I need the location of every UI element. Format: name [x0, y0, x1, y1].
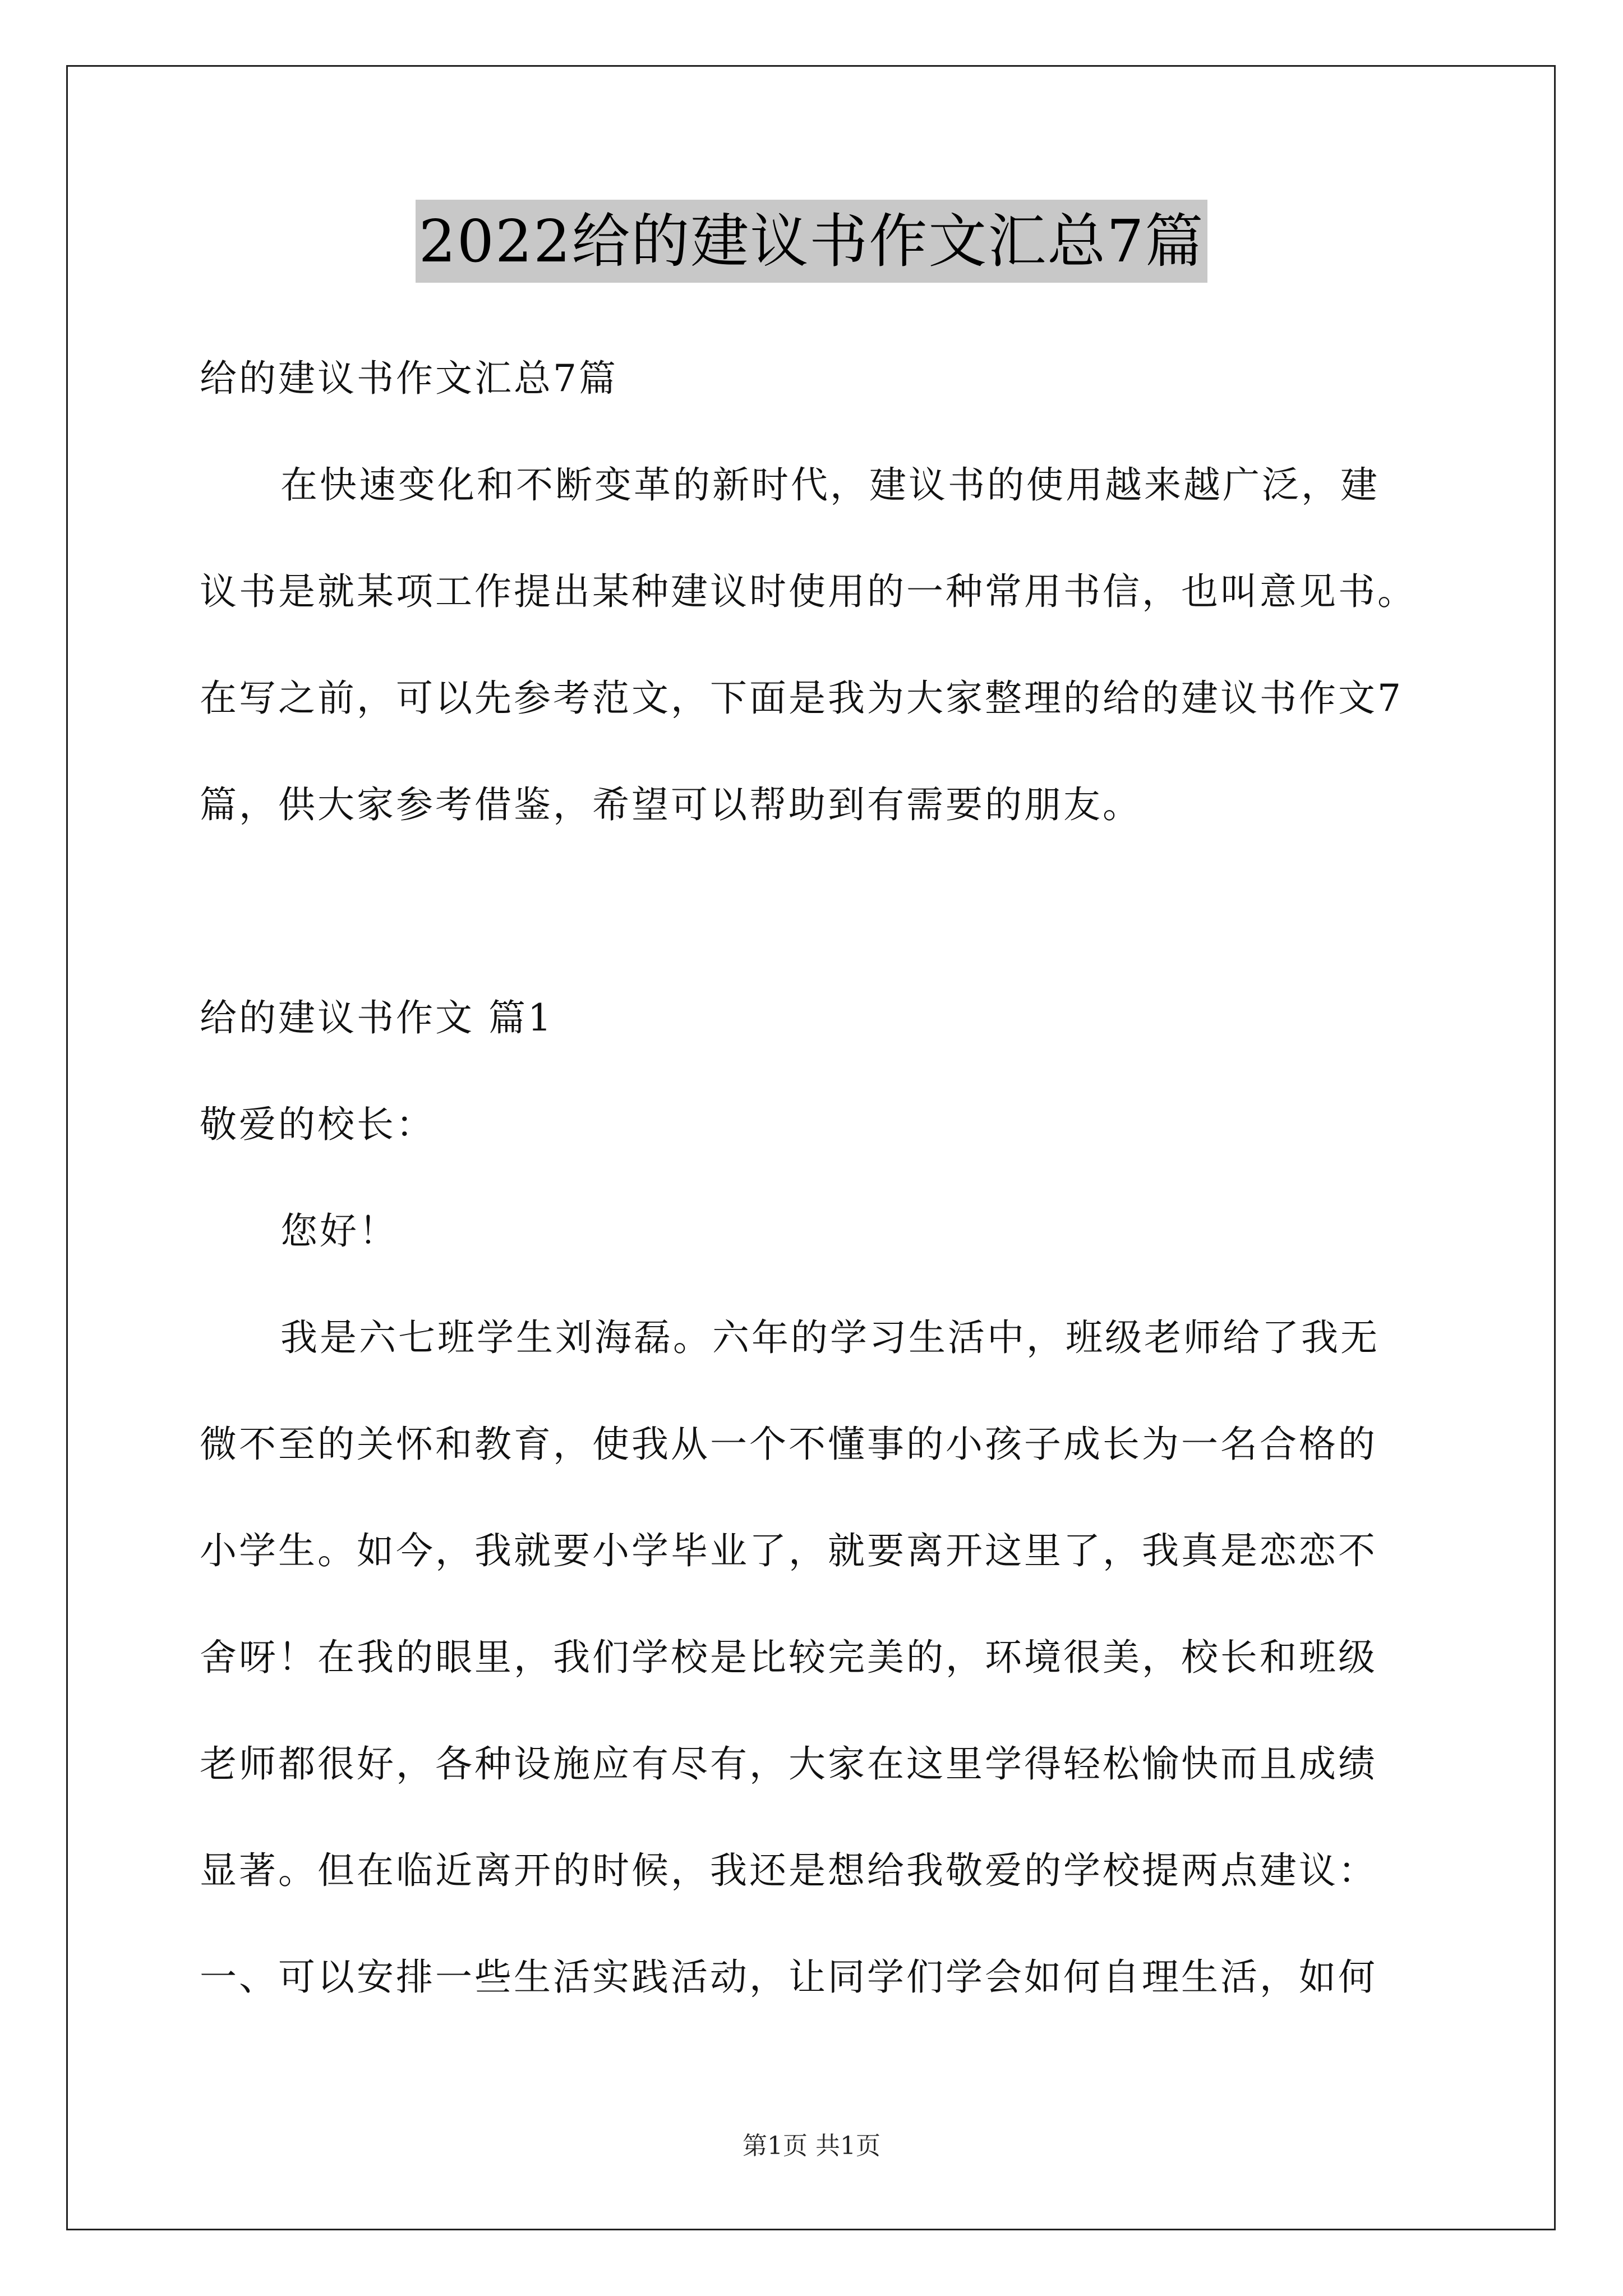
intro-line: 在快速变化和不断变革的新时代，建议书的使用越来越广泛，建 — [280, 463, 1380, 507]
body-line: 显著。但在临近离开的时候，我还是想给我敬爱的学校提两点建议： — [200, 1849, 1377, 1892]
intro-line: 议书是就某项工作提出某种建议时使用的一种常用书信，也叫意见书。 — [200, 570, 1417, 613]
body-line: 小学生。如今，我就要小学毕业了，就要离开这里了，我真是恋恋不 — [200, 1529, 1377, 1572]
body-line: 微不至的关怀和教育，使我从一个不懂事的小孩子成长为一名合格的 — [200, 1423, 1377, 1466]
greeting: 您好！ — [280, 1209, 398, 1253]
body-line: 一、可以安排一些生活实践活动，让同学们学会如何自理生活，如何 — [200, 1955, 1377, 1999]
section-heading: 给的建议书作文 篇1 — [200, 996, 554, 1039]
salutation: 敬爱的校长： — [200, 1103, 435, 1146]
intro-line: 在写之前，可以先参考范文，下面是我为大家整理的给的建议书作文7 — [200, 677, 1403, 720]
page-footer: 第1页 共1页 — [743, 2132, 880, 2160]
body-line: 老师都很好，各种设施应有尽有，大家在这里学得轻松愉快而且成绩 — [200, 1742, 1377, 1786]
body-line: 舍呀！在我的眼里，我们学校是比较完美的，环境很美，校长和班级 — [200, 1636, 1377, 1679]
body-line: 我是六七班学生刘海磊。六年的学习生活中，班级老师给了我无 — [280, 1316, 1380, 1359]
title-container — [0, 200, 1623, 283]
subtitle: 给的建议书作文汇总7篇 — [200, 357, 618, 400]
document-title: 2022给的建议书作文汇总7篇 — [416, 200, 1208, 283]
intro-line: 篇，供大家参考借鉴，希望可以帮助到有需要的朋友。 — [200, 783, 1142, 826]
